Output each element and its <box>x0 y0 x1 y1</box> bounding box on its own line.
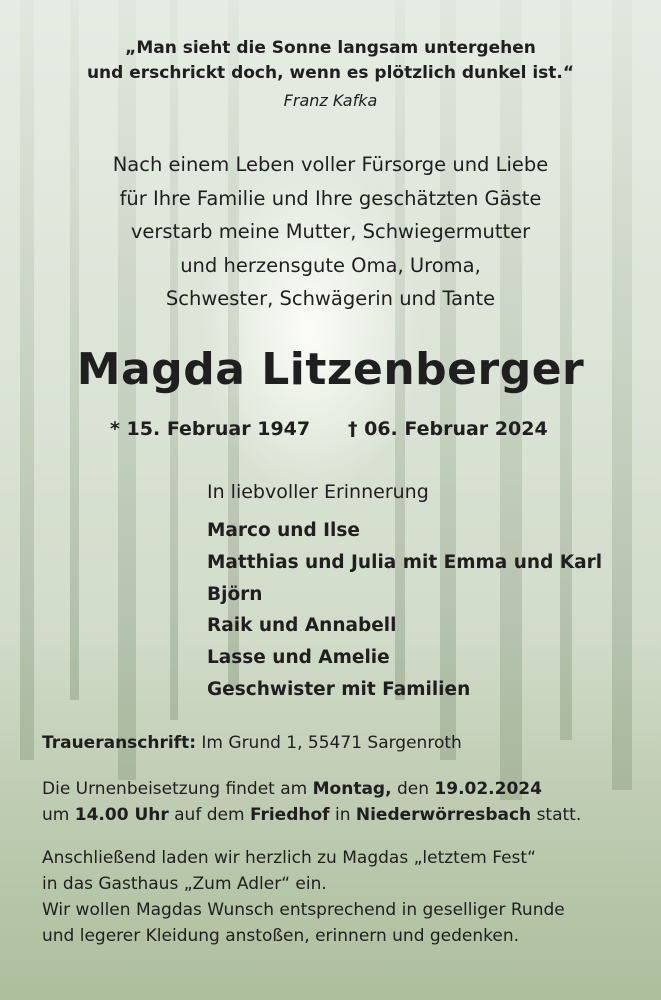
mourning-address <box>42 733 462 753</box>
text: um <box>42 805 75 825</box>
mourner-item: Björn <box>207 583 263 605</box>
reception-line: in das Gasthaus „Zum Adler“ ein. <box>42 874 327 894</box>
mourner-item: Lasse und Amelie <box>207 647 390 669</box>
quote-line: und erschrickt doch, wenn es plötzlich dunkel ist.“ <box>86 63 575 83</box>
text: auf dem <box>168 805 250 825</box>
quote <box>0 36 661 86</box>
intro-text <box>0 148 661 316</box>
burial-place: Friedhof <box>249 805 330 825</box>
burial-date: 19.02.2024 <box>434 779 542 799</box>
burial-line-2 <box>42 802 581 828</box>
mourners-list <box>207 515 602 706</box>
address-label: Traueranschrift: <box>42 733 197 753</box>
intro-line: Schwester, Schwägerin und Tante <box>165 287 496 310</box>
burial-day: Montag, <box>312 779 392 799</box>
burial-town: Niederwörresbach <box>355 805 532 825</box>
burial-line-1 <box>42 776 581 802</box>
reception-line: und legerer Kleidung anstoßen, erinnern und gedenken. <box>42 926 520 946</box>
mourner-item: Marco und Ilse <box>207 520 360 541</box>
death-date: † 06. Februar 2024 <box>348 418 548 440</box>
quote-author: Franz Kafka <box>283 91 378 110</box>
text: statt. <box>531 805 582 825</box>
reception-line: Anschließend laden wir herzlich zu Magdas „letztem Fest“ <box>42 848 536 868</box>
mourner-item: Matthias und Julia mit Emma und Karl <box>207 551 603 573</box>
intro-line: verstarb meine Mutter, Schwiegermutter <box>130 220 531 243</box>
reception-info <box>42 845 565 949</box>
birth-date: * 15. Februar 1947 <box>110 418 311 440</box>
quote-line: „Man sieht die Sonne langsam untergehen <box>125 38 536 58</box>
mourner-item: Raik und Annabell <box>207 615 397 637</box>
address-value: Im Grund 1, 55471 Sargenroth <box>201 733 462 753</box>
intro-line: und herzensgute Oma, Uroma, <box>180 253 481 277</box>
burial-info <box>42 776 581 828</box>
burial-time: 14.00 Uhr <box>74 805 169 825</box>
text: Die Urnenbeisetzung findet am <box>42 779 313 799</box>
text: den <box>391 779 435 799</box>
deceased-name: Magda Litzenberger <box>76 344 585 395</box>
mourner-item: Geschwister mit Familien <box>207 678 471 700</box>
reception-line: Wir wollen Magdas Wunsch entsprechend in geselliger Runde <box>42 900 565 920</box>
intro-line: Nach einem Leben voller Fürsorge und Liebe <box>112 153 549 176</box>
memorial-title: In liebvoller Erinnerung <box>207 481 429 503</box>
intro-line: für Ihre Familie und Ihre geschätzten Gäste <box>119 186 542 210</box>
text: in <box>329 805 356 825</box>
